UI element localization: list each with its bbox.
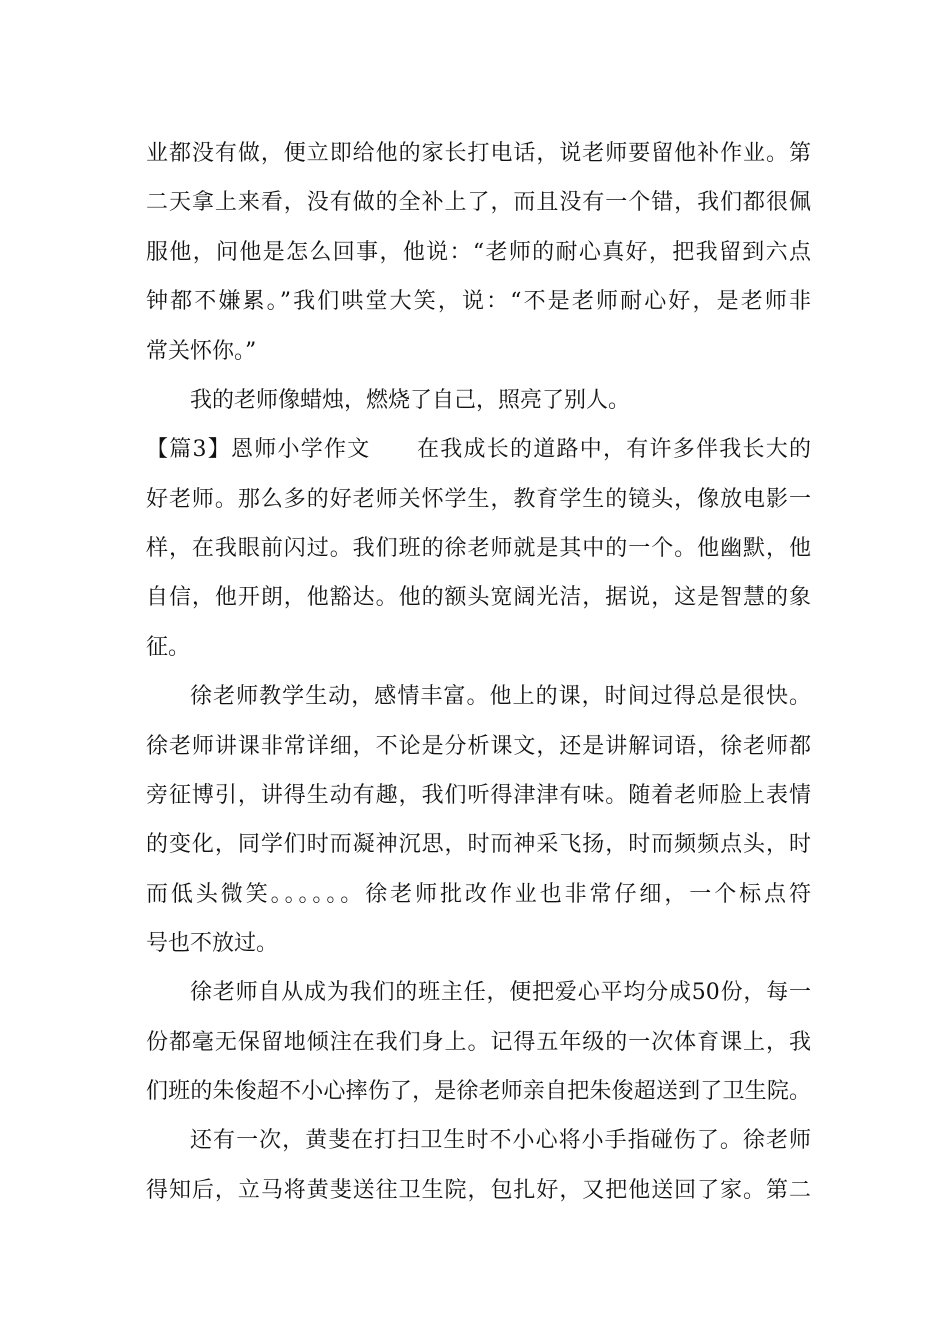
text-line: 好老师。那么多的好老师关怀学生，教育学生的镜头，像放电影一 <box>146 487 811 512</box>
paragraph-start-line: 我的老师像蜡烛，燃烧了自己，照亮了别人。 <box>190 388 631 413</box>
text-line: 业都没有做，便立即给他的家长打电话，说老师要留他补作业。第 <box>146 141 811 166</box>
text-line: 常关怀你。” <box>146 339 257 364</box>
section-heading-line: 【篇3】恩师小学作文 在我成长的道路中，有许多伴我长大的 <box>146 437 811 462</box>
text-line: 的变化，同学们时而凝神沉思，时而神采飞扬，时而频频点头，时 <box>146 832 811 857</box>
text-line: 们班的朱俊超不小心摔伤了，是徐老师亲自把朱俊超送到了卫生院。 <box>146 1079 811 1104</box>
text-line: 样，在我眼前闪过。我们班的徐老师就是其中的一个。他幽默，他 <box>146 536 811 561</box>
text-line: 份都毫无保留地倾注在我们身上。记得五年级的一次体育课上，我 <box>146 1030 811 1055</box>
paragraph-start-line: 徐老师教学生动，感情丰富。他上的课，时间过得总是很快。 <box>190 684 811 709</box>
text-line: 征。 <box>146 635 191 660</box>
text-line: 徐老师讲课非常详细，不论是分析课文，还是讲解词语，徐老师都 <box>146 734 811 759</box>
text-line: 钟都不嫌累。”我们哄堂大笑，说：“不是老师耐心好，是老师非 <box>146 289 811 314</box>
text-line: 而低头微笑。。。。。。徐老师批改作业也非常仔细，一个标点符 <box>146 882 811 907</box>
text-line: 得知后，立马将黄斐送往卫生院，包扎好，又把他送回了家。第二 <box>146 1178 811 1203</box>
text-line: 自信，他开朗，他豁达。他的额头宽阔光洁，据说，这是智慧的象 <box>146 585 811 610</box>
text-line: 服他，问他是怎么回事，他说：“老师的耐心真好，把我留到六点 <box>146 240 811 265</box>
text-line: 二天拿上来看，没有做的全补上了，而且没有一个错，我们都很佩 <box>146 190 811 215</box>
paragraph-start-line: 还有一次，黄斐在打扫卫生时不小心将小手指碰伤了。徐老师 <box>190 1128 811 1153</box>
text-line: 号也不放过。 <box>146 931 279 956</box>
text-line: 旁征博引，讲得生动有趣，我们听得津津有味。随着老师脸上表情 <box>146 783 811 808</box>
paragraph-start-line: 徐老师自从成为我们的班主任，便把爱心平均分成50份，每一 <box>190 980 811 1005</box>
